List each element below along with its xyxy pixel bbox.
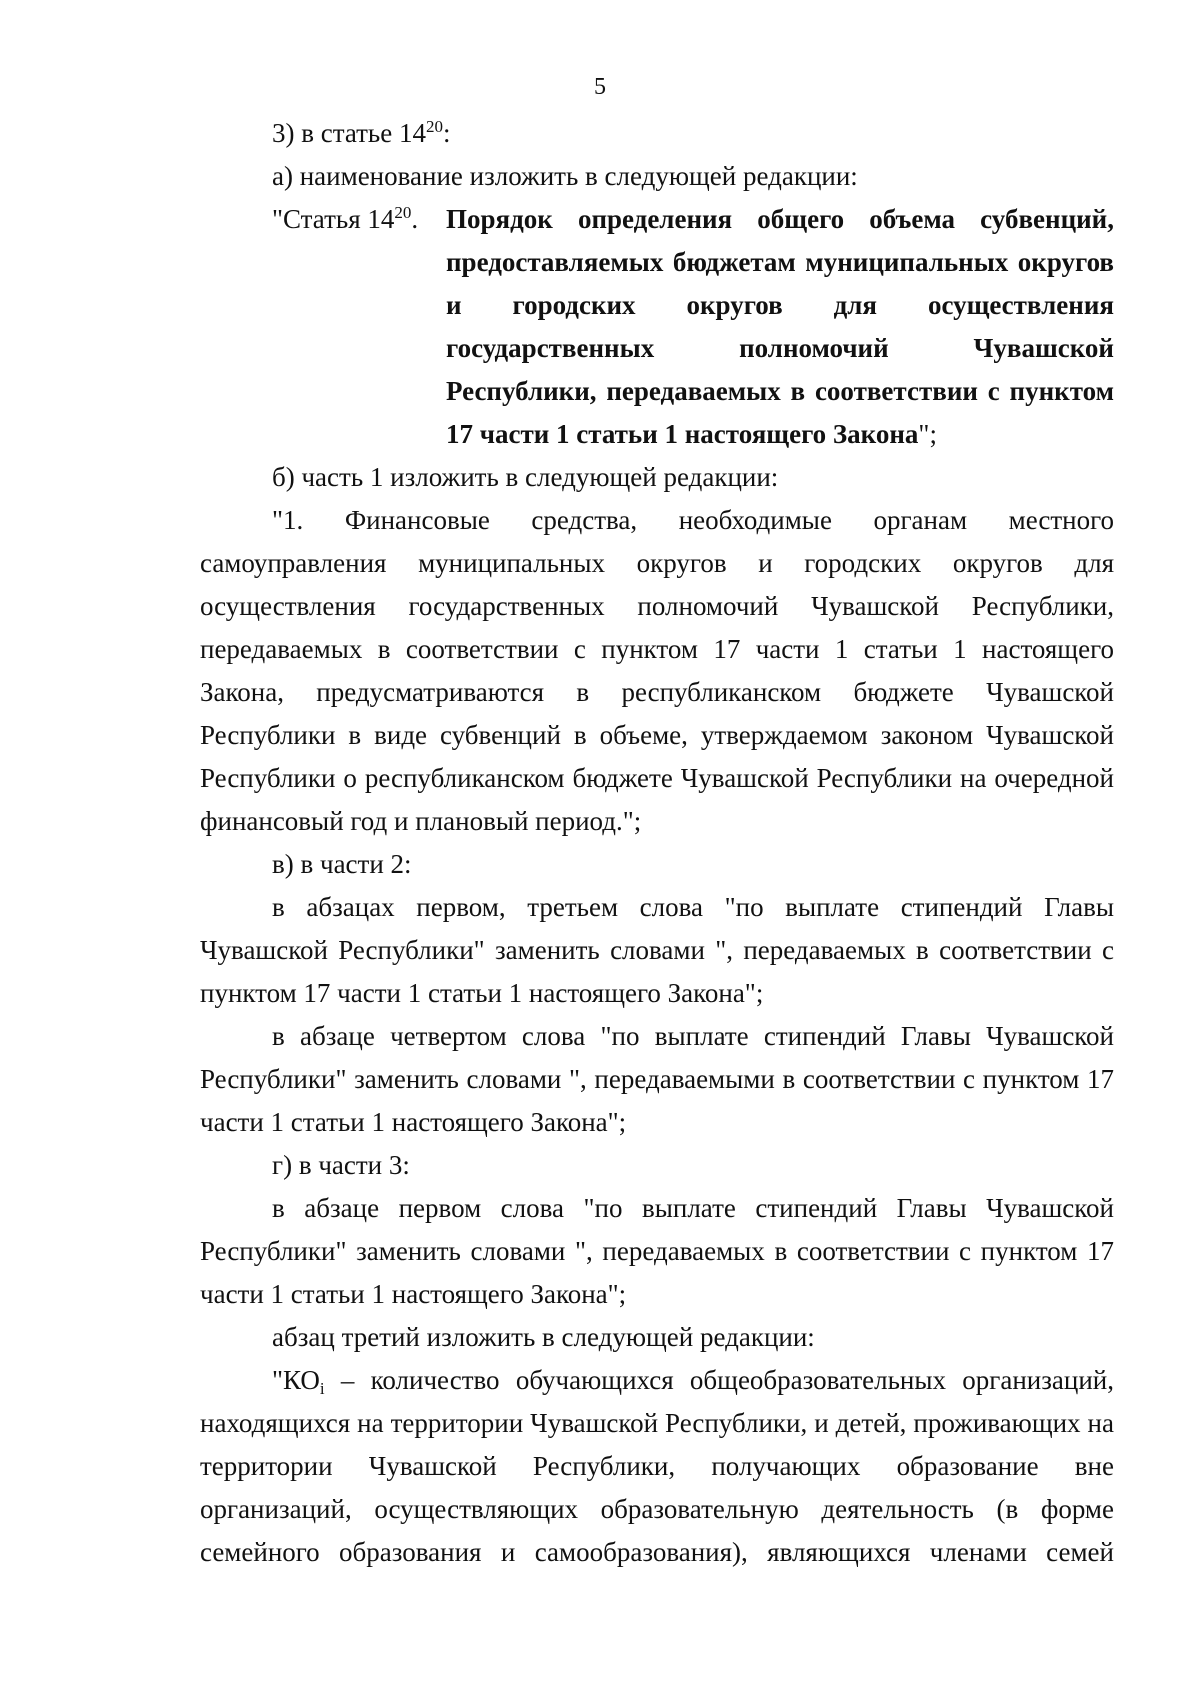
article-title: Порядок определения общего объема субвенций, предоставляемых бюджетам муниципальных округов и городских округов для осуществления государственных полномочий Чувашской Республики, передаваемых в соответствии с пунктом 17 части 1 статьи 1 настоящего Закона"; [446,204,1114,449]
item-g: г) в части 3: [272,1150,410,1180]
article-label: "Статья $14^{20}$. [272,203,419,234]
subscript: i [319,1379,325,1398]
ko-definition: "$КО_i$ – количество обучающихся общеобразовательных организаций, находящихся на территории Чувашской Республики, и детей, проживающих на территории Чувашской Республики, получающих образование вне организаций, осуществляющих образовательную деятельность (в форме семейного образования и самообразования), являющихся членами семей [200,1365,1114,1567]
item-a: а) наименование изложить в следующей редакции: [272,161,858,191]
part-3-paragraph-1: в абзаце первом слова "по выплате стипендий Главы Чувашской Республики" заменить словами ", передаваемых в соответствии с пунктом 17 части 1 статьи 1 настоящего Закона"; [200,1193,1114,1309]
superscript: 20 [425,117,443,136]
superscript: 20 [394,203,412,222]
part-2-paragraph-1: в абзацах первом, третьем слова "по выплате стипендий Главы Чувашской Республики" заменить словами ", передаваемых в соответствии с пунктом 17 части 1 статьи 1 настоящего Закона"; [200,892,1114,1008]
article-heading [272,198,1114,456]
part-2-paragraph-2: в абзаце четвертом слова "по выплате стипендий Главы Чувашской Республики" заменить словами ", передаваемыми в соответствии с пунктом 17 части 1 статьи 1 настоящего Закона"; [200,1021,1114,1137]
page-number: 5 [594,74,606,100]
item-3: 3) в статье $14^{20}$: [272,117,451,148]
document-body [200,112,1114,1574]
part-1-text: "1. Финансовые средства, необходимые органам местного самоуправления муниципальных округов и городских округов для осуществления государственных полномочий Чувашской Республики, передаваемых в соответствии с пунктом 17 части 1 статьи 1 настоящего Закона, предусматриваются в республиканском бюджете Чувашской Республики в виде субвенций в объеме, утверждаемом законом Чувашской Республики о республиканском бюджете Чувашской Республики на очередной финансовый год и плановый период."; [200,505,1114,836]
item-b: б) часть 1 изложить в следующей редакции: [272,462,779,492]
part-3-paragraph-2: абзац третий изложить в следующей редакции: [272,1322,815,1352]
item-v: в) в части 2: [272,849,412,879]
